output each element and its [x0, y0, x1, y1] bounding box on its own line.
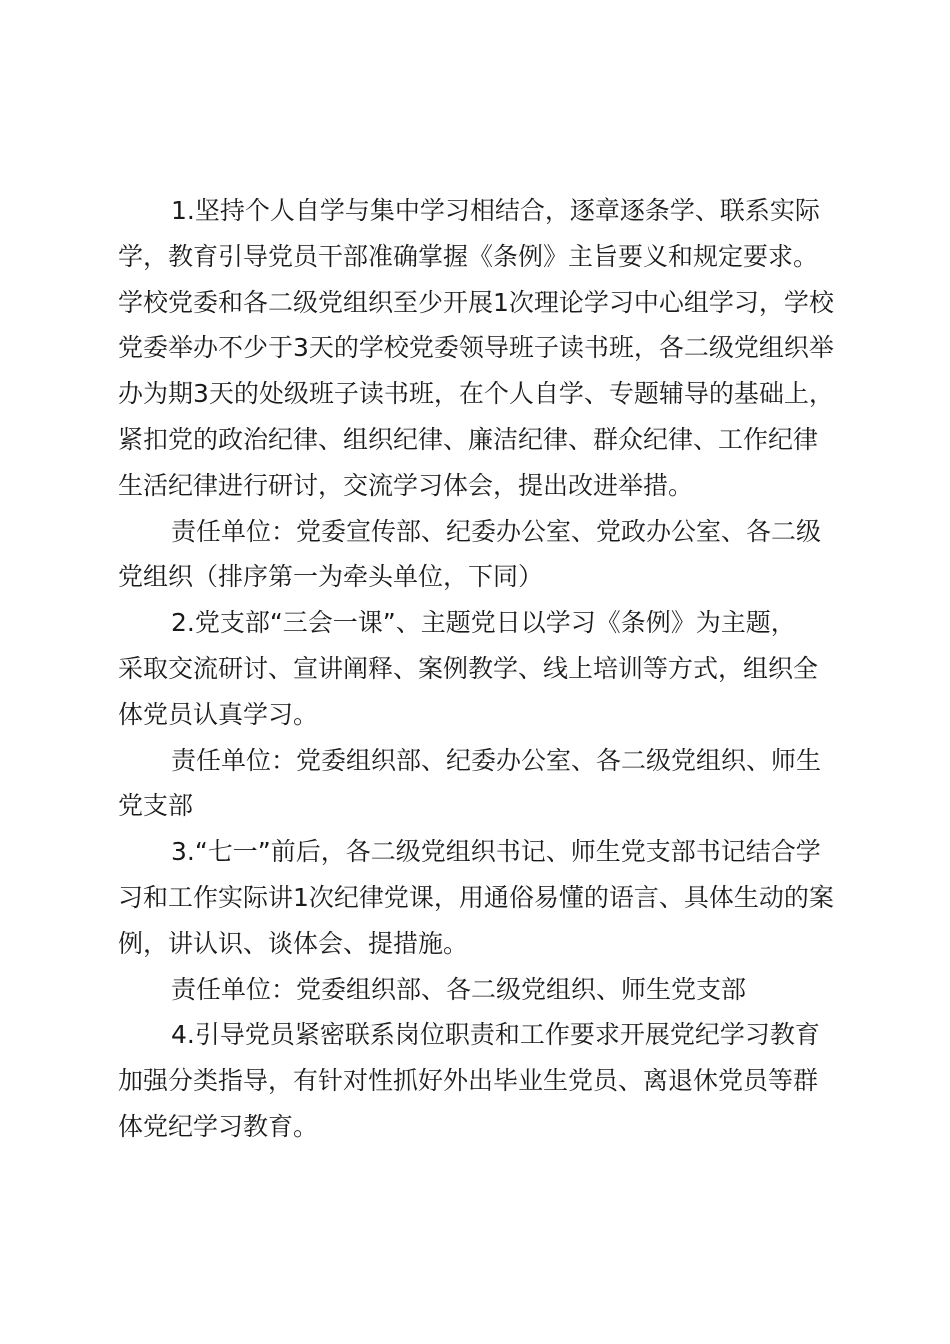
text-line: 4.引导党员紧密联系岗位职责和工作要求开展党纪学习教育 [171, 1020, 820, 1050]
text-line: 紧扣党的政治纪律、组织纪律、廉洁纪律、群众纪律、工作纪律 [118, 424, 819, 454]
text-line: 党委举办不少于3天的学校党委领导班子读书班，各二级党组织举 [118, 333, 834, 363]
text-line: 例，讲认识、谈体会、提措施。 [118, 928, 469, 958]
text-line: 2.党支部“三会一课”、主题党日以学习《条例》为主题， [171, 608, 796, 638]
text-line: 3.“七一”前后，各二级党组织书记、师生党支部书记结合学 [171, 837, 821, 867]
text-line: 责任单位：党委组织部、各二级党组织、师生党支部 [171, 974, 747, 1004]
text-line: 习和工作实际讲1次纪律党课，用通俗易懂的语言、具体生动的案 [118, 882, 834, 912]
text-line: 责任单位：党委宣传部、纪委办公室、党政办公室、各二级 [171, 516, 822, 546]
text-line: 党组织（排序第一为牵头单位，下同） [118, 562, 544, 592]
text-line: 体党纪学习教育。 [118, 1111, 319, 1141]
text-line: 体党员认真学习。 [118, 699, 319, 729]
text-line: 1.坚持个人自学与集中学习相结合，逐章逐条学、联系实际 [171, 196, 820, 225]
text-line: 学，教育引导党员干部准确掌握《条例》主旨要义和规定要求。 [118, 241, 819, 271]
text-line: 加强分类指导，有针对性抓好外出毕业生党员、离退休党员等群 [118, 1066, 819, 1096]
text-line: 学校党委和各二级党组织至少开展1次理论学习中心组学习，学校 [118, 287, 834, 317]
document-body [118, 188, 848, 1150]
text-line: 办为期3天的处级班子读书班，在个人自学、专题辅导的基础上， [118, 379, 834, 409]
text-line: 生活纪律进行研讨，交流学习体会，提出改进举措。 [118, 470, 694, 500]
text-line: 责任单位：党委组织部、纪委办公室、各二级党组织、师生 [171, 745, 822, 775]
text-line: 党支部 [118, 791, 194, 821]
text-line: 采取交流研讨、宣讲阐释、案例教学、线上培训等方式，组织全 [118, 653, 819, 683]
